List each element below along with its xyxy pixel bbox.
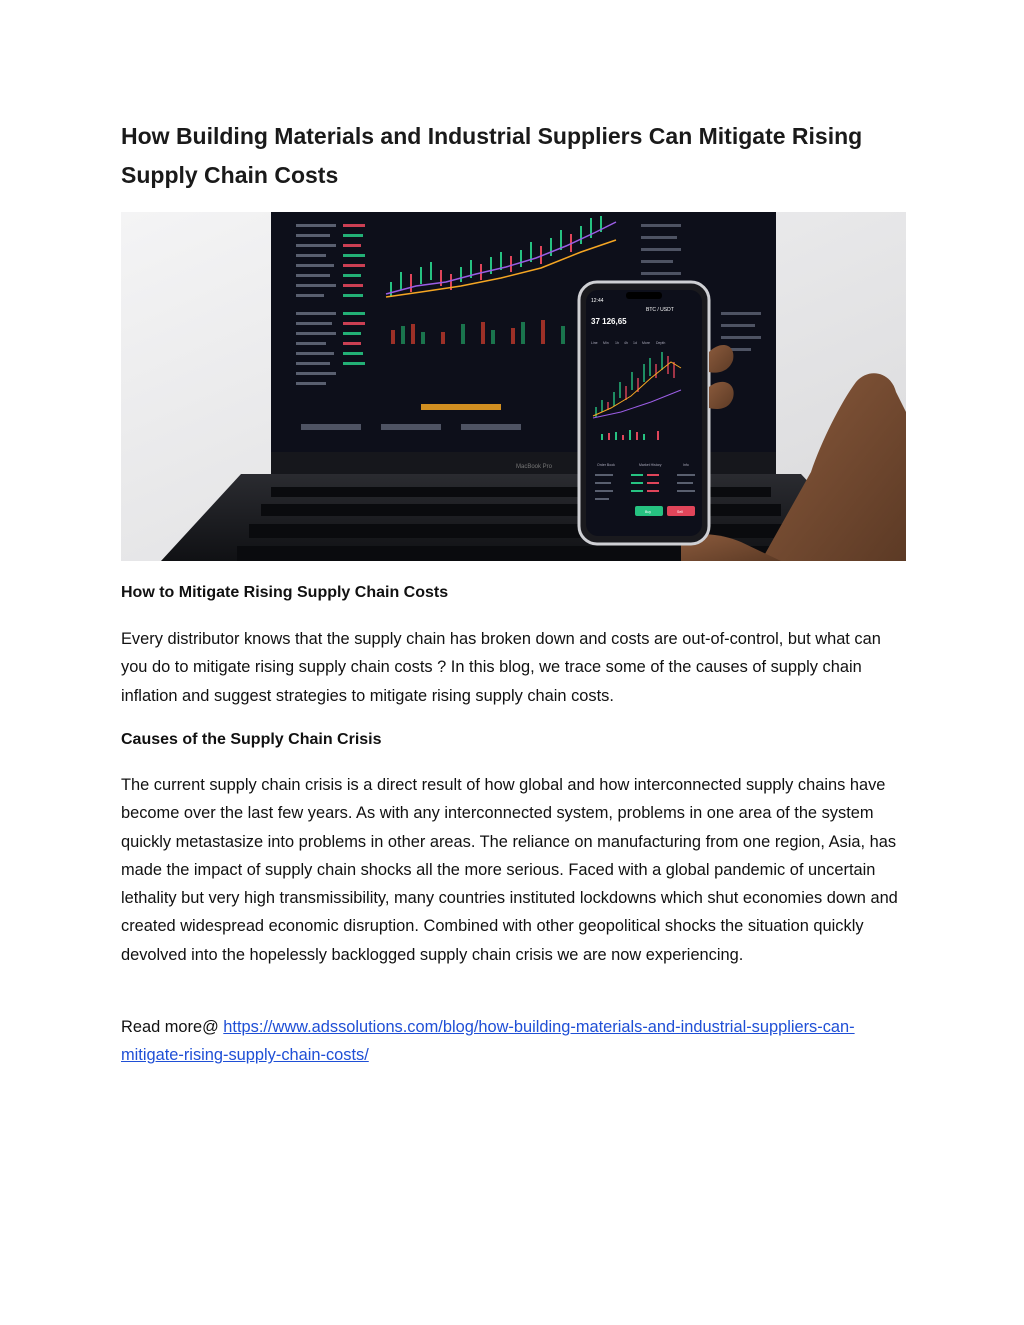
read-more-link[interactable]: https://www.adssolutions.com/blog/how-building-materials-and-industrial-suppliers-can-mitigate-rising-supply-chain-costs/: [121, 1018, 855, 1065]
paragraph-intro: Every distributor knows that the supply chain has broken down and costs are out-of-control, but what can you do to mitigate rising supply chain costs ? In this blog, we trace some of the causes of supply chain inflation and suggest strategies to mitigate rising supply chain costs.: [121, 630, 881, 705]
hero-image: [121, 212, 906, 561]
phone-tab-min: Min: [603, 341, 609, 345]
phone-price: 37 126,65: [591, 317, 627, 326]
phone-tab-1h: 1h: [615, 341, 619, 345]
phone-order-book: Order Book: [597, 463, 615, 467]
phone-market-history: Market History: [639, 463, 662, 467]
phone-sell-label: Sell: [677, 510, 683, 514]
phone-tab-more: More: [642, 341, 650, 345]
phone-tab-line: Line: [591, 341, 598, 345]
phone-tab-depth: Depth: [656, 341, 666, 345]
phone-pair: BTC / USDT: [646, 307, 674, 313]
document-title: How Building Materials and Industrial Suppliers Can Mitigate Rising Supply Chain Costs: [121, 123, 863, 188]
phone-tab-1d: 1d: [633, 341, 637, 345]
phone-buy-label: Buy: [645, 510, 652, 514]
phone-info: Info: [683, 463, 689, 467]
section-heading-mitigate: How to Mitigate Rising Supply Chain Costs: [121, 584, 449, 601]
phone-time: 12:44: [591, 298, 604, 304]
paragraph-causes: The current supply chain crisis is a direct result of how global and how interconnected supply chains have become over the last few years. As with any interconnected system, problems in one area of the system quickly metastasize into problems in other areas. The reliance on manufacturing from one region, Asia, has made the impact of supply chain shocks all the more serious. Faced with a global pandemic of uncertain lethality but very high transmissibility, many countries instituted lockdowns which shut economies down and created widespread economic disruption. Combined with other geopolitical shocks the situation quickly devolved into the hopelessly backlogged supply chain crisis we are now experiencing.: [121, 776, 898, 964]
phone-tab-4h: 4h: [624, 341, 628, 345]
read-more-line: [121, 1013, 907, 1070]
read-more-prefix: Read more@: [121, 1018, 224, 1036]
section-heading-causes: Causes of the Supply Chain Crisis: [121, 731, 382, 748]
laptop-brand: MacBook Pro: [516, 464, 553, 470]
